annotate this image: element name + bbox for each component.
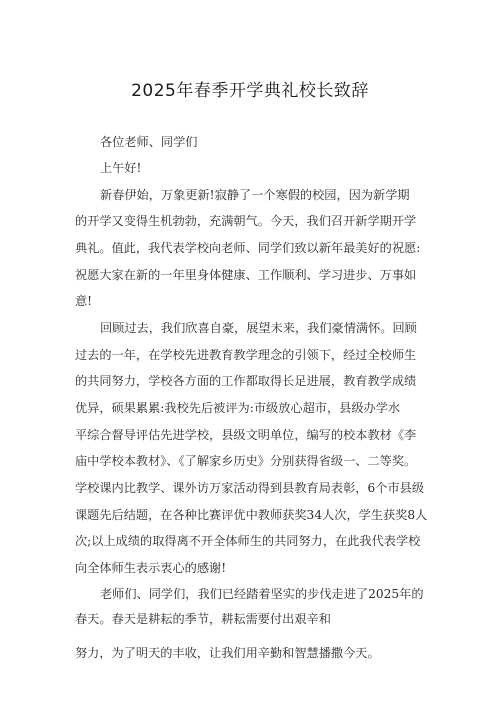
paragraph-line: 庙中学校本教材》、《了解家乡历史》分别获得省级一、二等奖。: [75, 454, 417, 468]
paragraph-line: 回顾过去，我们欣喜自豪，展望未来，我们豪情满怀。回顾: [100, 321, 417, 335]
paragraph-line: 努力，为了明天的丰收，让我们用辛勤和智慧播撒今天。: [75, 646, 380, 660]
paragraph-line: 过去的一年，在学校先进教育教学理念的引领下，经过全校师生: [75, 348, 417, 362]
paragraph-line: 优异，硕果累累:我校先后被评为:市级放心超市，县级办学水: [75, 401, 401, 415]
paragraph-line: 典礼。值此，我代表学校向老师、同学们致以新年最美好的祝愿:: [75, 241, 421, 255]
paragraph-line: 祝愿大家在新的一年里身体健康、工作顺利、学习进步、万事如: [75, 268, 417, 282]
paragraph-line: 次;以上成绩的取得离不开全体师生的共同努力，在此我代表学校: [75, 534, 421, 548]
paragraph-line: 春天。春天是耕耘的季节，耕耘需要付出艰辛和: [75, 612, 331, 626]
salutation: 各位老师、同学们: [100, 135, 198, 149]
paragraph-line: 学校课内比教学、课外访万家活动得到县教育局表彰，6个市县级: [75, 481, 425, 495]
paragraph-line: 新春伊始，万象更新!寂静了一个寒假的校园，因为新学期: [100, 188, 410, 202]
paragraph-line: 平综合督导评估先进学校，县级文明单位，编写的校本教材《李: [75, 428, 417, 442]
paragraph-line: 课题先后结题，在各种比赛评优中教师获奖34人次，学生获奖8人: [75, 508, 428, 522]
paragraph-line: 老师们、同学们，我们已经踏着坚实的步伐走进了2025年的: [100, 587, 424, 601]
greeting: 上午好!: [100, 161, 142, 175]
paragraph-line: 向全体师生表示衷心的感谢!: [75, 561, 227, 575]
document-title: 2025年春季开学典礼校长致辞: [131, 81, 369, 101]
paragraph-line: 的共同努力，学校各方面的工作都取得长足进展，教育教学成绩: [75, 374, 417, 388]
paragraph-line: 意!: [75, 294, 93, 308]
paragraph-line: 的开学又变得生机勃勃，充满朝气。今天，我们召开新学期开学: [75, 214, 417, 228]
